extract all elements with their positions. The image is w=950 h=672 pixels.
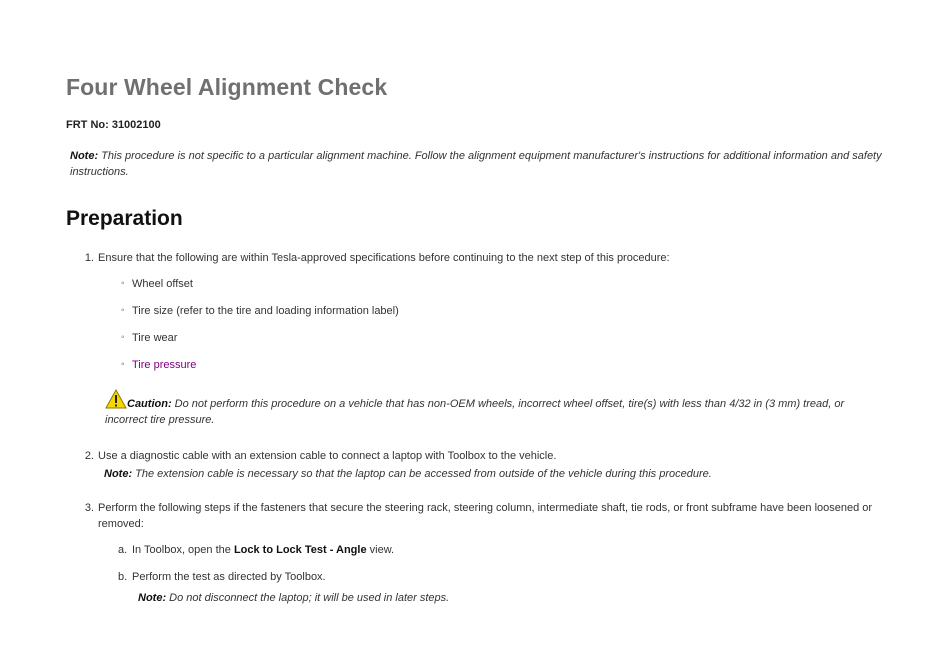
list-item-text: Tire wear [132, 332, 178, 344]
substep-letter: a. [118, 544, 128, 556]
substep-letter: b. [118, 571, 128, 583]
substep-text [132, 544, 394, 556]
caution-callout [105, 389, 885, 428]
step-text: Use a diagnostic cable with an extension cable to connect a laptop with Toolbox to the vehicle. [98, 450, 557, 462]
list-item-text: Tire size (refer to the tire and loading information label) [132, 305, 399, 317]
intro-note [70, 148, 890, 180]
note-label: Note: [104, 468, 133, 480]
step-number: 3. [84, 502, 94, 514]
note-label: Note: [70, 150, 99, 162]
substep-suffix: view. [369, 544, 395, 556]
note-label: Note: [138, 592, 167, 604]
bullet-icon: ◦ [121, 278, 125, 289]
step-text: Perform the following steps if the fasteners that secure the steering rack, steering column, intermediate shaft, tie rods, or front subframe have been loosened or removed: [98, 502, 873, 530]
tire-pressure-link[interactable]: Tire pressure [132, 359, 197, 371]
toolbox-view-name: Lock to Lock Test - Angle [233, 544, 367, 556]
caution-text: Do not perform this procedure on a vehicle that has non-OEM wheels, incorrect wheel offset, tire(s) with less than 4/32 in (3 mm) tread, or incorrect tire pressure. [105, 398, 845, 426]
note-text: The extension cable is necessary so that the laptop can be accessed from outside of the vehicle during this procedure. [135, 468, 712, 480]
step-number: 1. [84, 252, 94, 264]
bullet-icon: ◦ [121, 359, 125, 370]
step-text: Ensure that the following are within Tesla-approved specifications before continuing to the next step of this procedure: [98, 252, 670, 264]
warning-triangle-icon [105, 389, 127, 409]
step-number: 2. [84, 450, 94, 462]
caution-label: Caution: [127, 398, 172, 410]
substep-b-note [138, 592, 449, 604]
bullet-icon: ◦ [121, 305, 125, 316]
step-3 [80, 500, 890, 534]
note-text: This procedure is not specific to a particular alignment machine. Follow the alignment equipment manufacturer's instructions for additional information and safety instructions. [70, 150, 882, 178]
page-title: Four Wheel Alignment Check [66, 74, 388, 100]
step-2 [80, 448, 880, 466]
step-1 [80, 250, 880, 268]
note-text: Do not disconnect the laptop; it will be used in later steps. [169, 592, 450, 604]
bullet-icon: ◦ [121, 332, 125, 343]
frt-number: FRT No: 31002100 [66, 119, 161, 131]
section-heading-preparation: Preparation [66, 207, 183, 230]
substep-prefix: In Toolbox, open the [132, 544, 231, 556]
substep-text: Perform the test as directed by Toolbox. [132, 571, 326, 583]
list-item-text: Wheel offset [132, 278, 193, 290]
step-2-note [104, 468, 712, 480]
